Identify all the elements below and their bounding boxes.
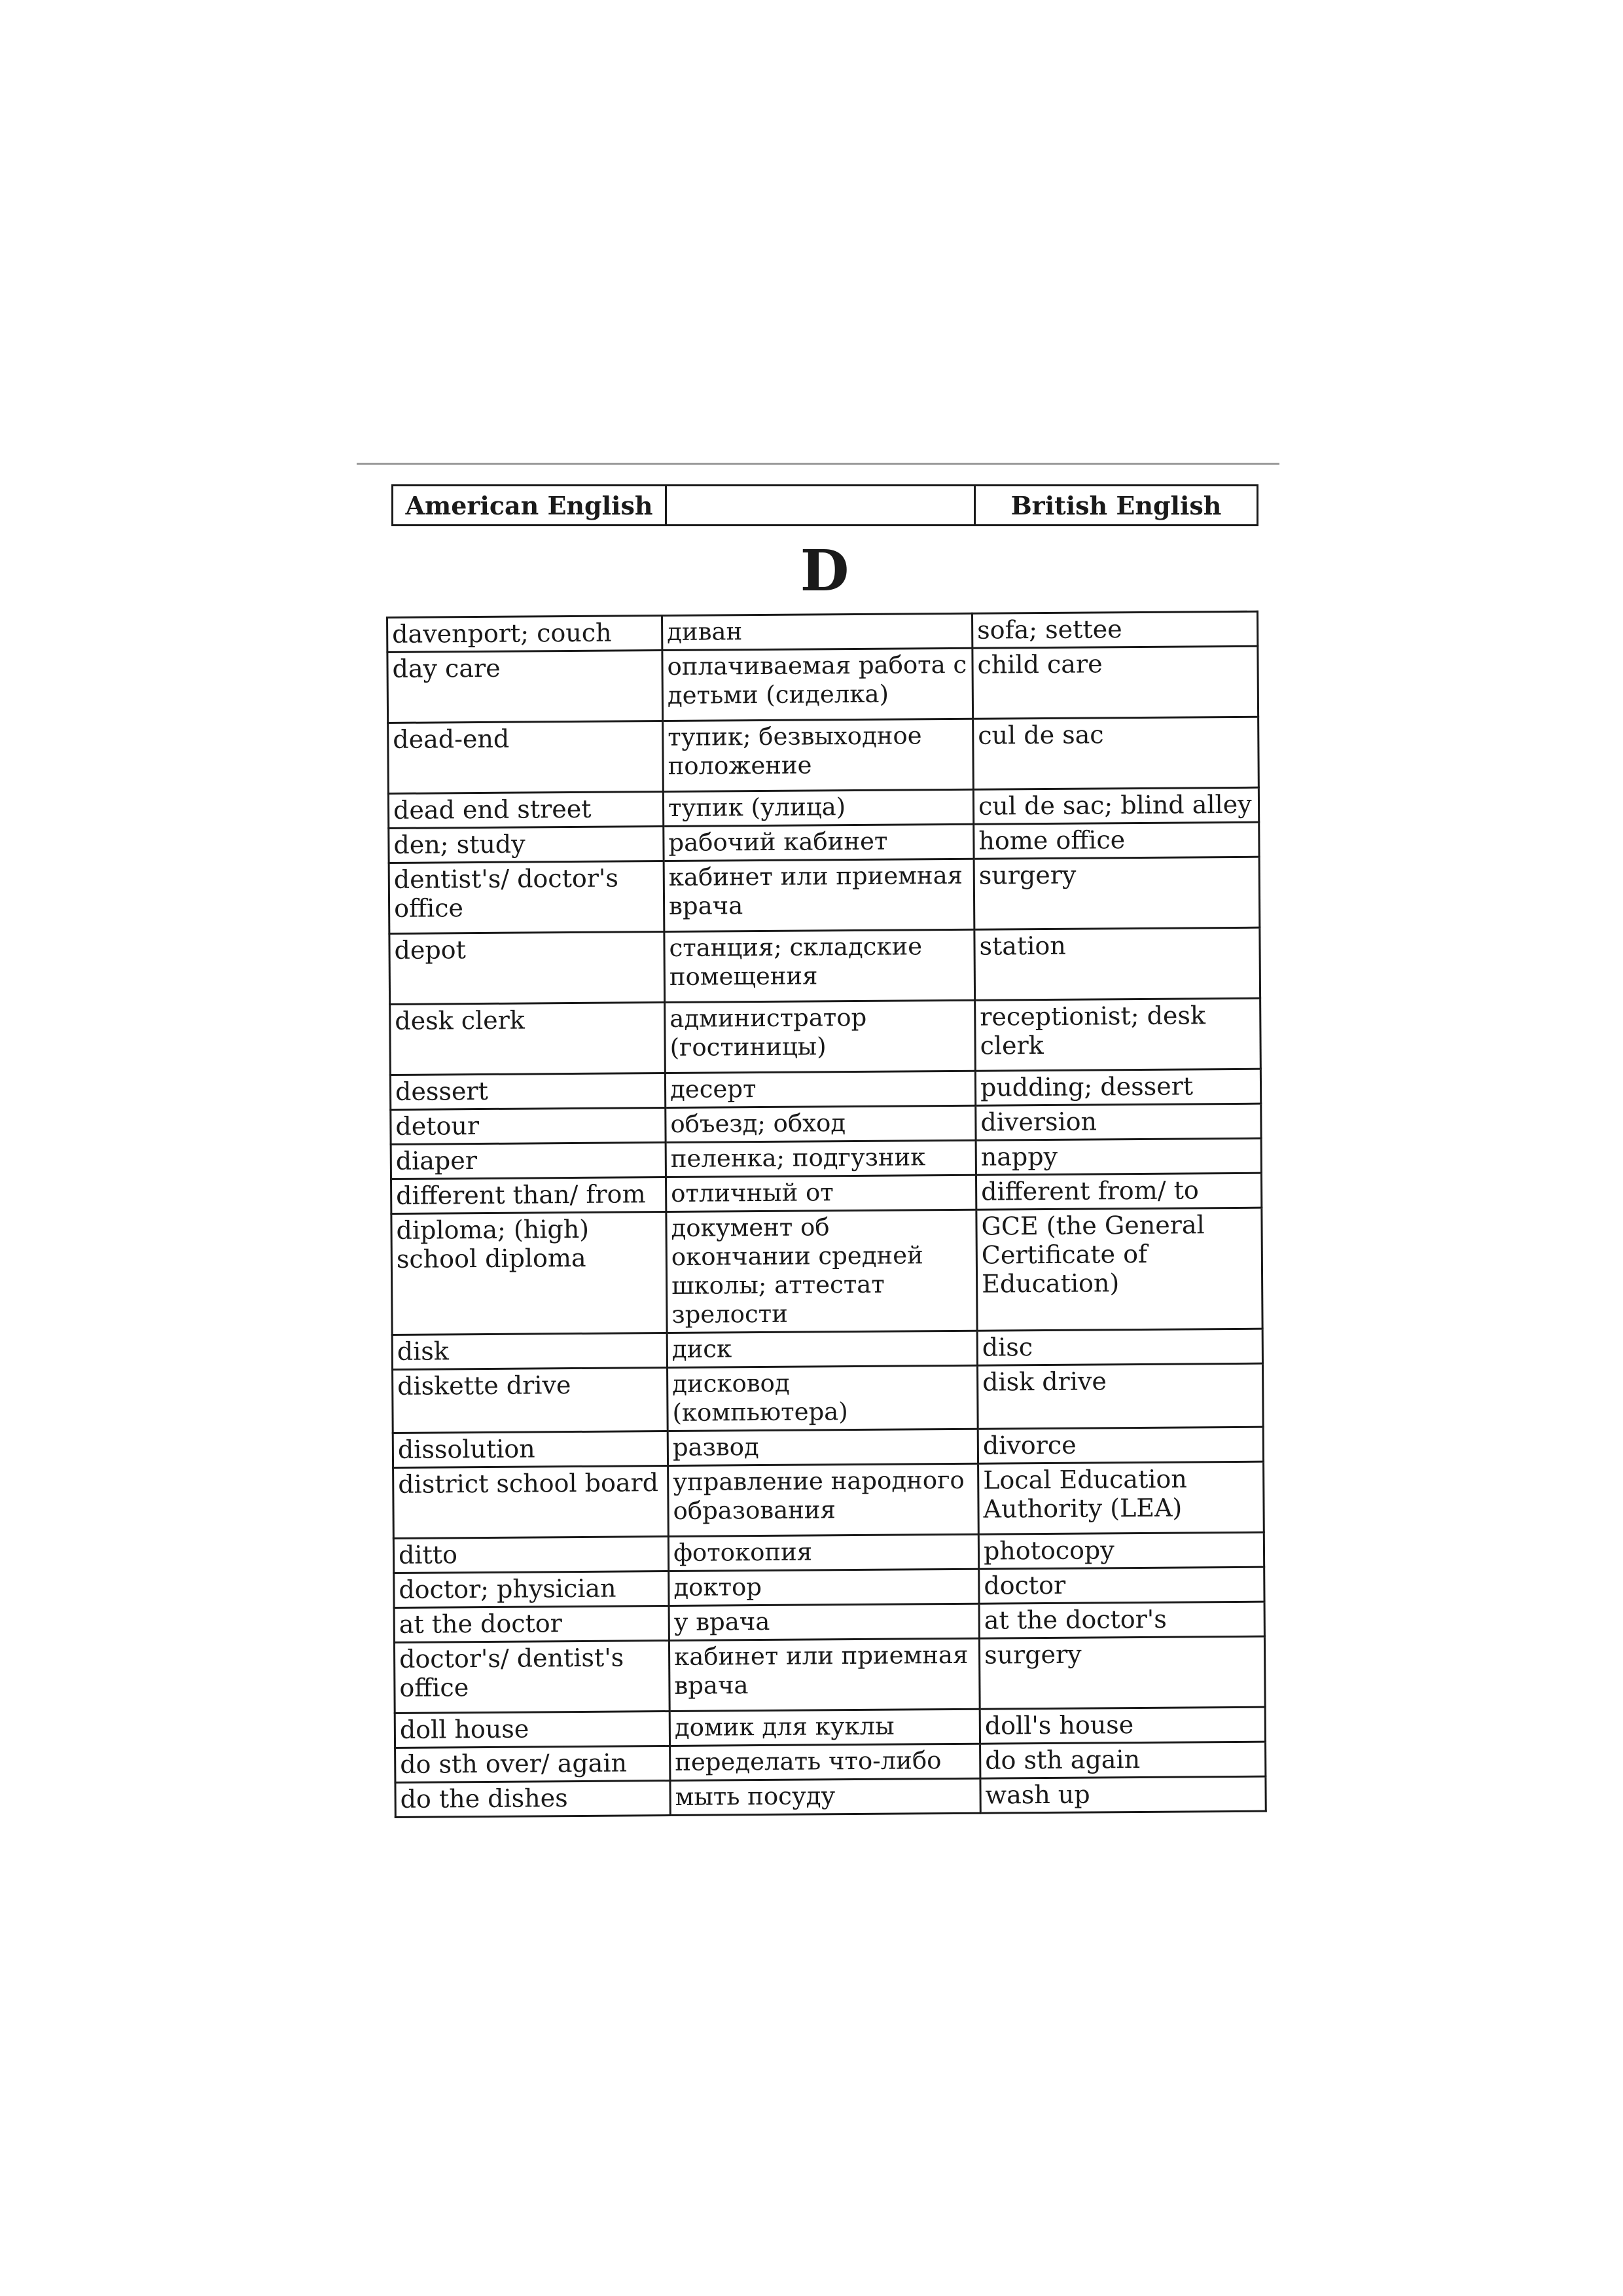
- british-term-cell: do sth again: [980, 1742, 1266, 1778]
- russian-translation-cell: тупик (улица): [663, 789, 973, 826]
- american-term-cell: dentist's/ doctor's office: [389, 861, 664, 934]
- british-term-cell: cul de sac: [973, 717, 1259, 789]
- american-term-cell: ditto: [393, 1537, 668, 1573]
- british-term-cell: different from/ to: [976, 1173, 1261, 1210]
- american-term-cell: dessert: [390, 1073, 665, 1110]
- american-term-cell: dead end street: [388, 792, 663, 829]
- british-term-cell: GCE (the General Certificate of Education): [976, 1208, 1262, 1331]
- russian-translation-cell: станция; складские помещения: [664, 929, 975, 1002]
- top-rule: [357, 463, 1279, 465]
- table-row: [393, 1532, 1264, 1573]
- american-term-cell: desk clerk: [390, 1003, 666, 1075]
- russian-translation-cell: тупик; безвыходное положение: [663, 719, 974, 791]
- american-term-cell: detour: [391, 1108, 666, 1145]
- russian-translation-cell: кабинет или приемная врача: [664, 859, 974, 931]
- russian-translation-cell: документ об окончании средней школы; аттестат зрелости: [666, 1210, 977, 1333]
- american-term-cell: diskette drive: [393, 1368, 668, 1433]
- american-term-cell: different than/ from: [391, 1177, 666, 1214]
- table-row: [391, 1138, 1261, 1179]
- russian-translation-cell: развод: [668, 1429, 978, 1465]
- british-term-cell: divorce: [978, 1427, 1263, 1463]
- british-term-cell: pudding; dessert: [975, 1069, 1260, 1105]
- table-row: [395, 1707, 1265, 1748]
- table-row: [393, 1363, 1264, 1433]
- american-term-cell: dissolution: [393, 1431, 668, 1468]
- american-term-cell: at the doctor: [394, 1606, 669, 1643]
- british-term-cell: surgery: [979, 1636, 1265, 1709]
- british-term-cell: at the doctor's: [979, 1602, 1264, 1638]
- table-row: [390, 1069, 1260, 1109]
- table-row: [391, 1173, 1262, 1213]
- russian-translation-cell: десерт: [665, 1071, 975, 1107]
- table-row: [387, 646, 1258, 723]
- vocabulary-table: [386, 611, 1267, 1818]
- table-row: [390, 998, 1261, 1075]
- american-term-cell: do the dishes: [395, 1781, 670, 1818]
- russian-translation-cell: управление народного образования: [668, 1463, 979, 1536]
- russian-translation-cell: переделать что-либо: [670, 1744, 980, 1780]
- table-row: [393, 1427, 1263, 1467]
- table-row: [394, 1636, 1265, 1713]
- table-row: [388, 787, 1258, 828]
- british-term-cell: Local Education Authority (LEA): [978, 1462, 1264, 1534]
- british-term-cell: disk drive: [978, 1363, 1264, 1429]
- american-term-cell: davenport; couch: [387, 616, 662, 653]
- russian-translation-cell: рабочий кабинет: [664, 824, 974, 861]
- russian-translation-cell: объезд; обход: [666, 1105, 976, 1142]
- american-term-cell: dead-end: [388, 721, 664, 794]
- british-term-cell: child care: [972, 646, 1258, 719]
- american-term-cell: district school board: [393, 1466, 669, 1539]
- american-term-cell: day care: [387, 651, 663, 723]
- russian-translation-cell: мыть посуду: [670, 1778, 980, 1815]
- russian-translation-cell: администратор (гостиницы): [665, 1000, 976, 1073]
- american-term-cell: diaper: [391, 1143, 666, 1179]
- section-letter: D: [800, 538, 849, 604]
- american-english-header: American English: [393, 486, 666, 526]
- british-term-cell: surgery: [974, 857, 1260, 929]
- table-row: [395, 1776, 1266, 1817]
- russian-translation-cell: диск: [667, 1331, 977, 1367]
- american-term-cell: doctor; physician: [394, 1571, 669, 1608]
- table-row: [392, 1329, 1262, 1369]
- russian-translation-cell: кабинет или приемная врача: [669, 1638, 980, 1711]
- american-term-cell: depot: [389, 932, 665, 1005]
- british-term-cell: doctor: [979, 1567, 1264, 1604]
- russian-translation-cell: пеленка; подгузник: [666, 1140, 976, 1177]
- british-term-cell: wash up: [980, 1776, 1266, 1813]
- column-header-row: [393, 486, 1258, 526]
- table-row: [393, 1462, 1264, 1538]
- russian-translation-cell: у врача: [669, 1604, 979, 1640]
- american-term-cell: doll house: [395, 1712, 669, 1748]
- british-term-cell: nappy: [976, 1138, 1261, 1175]
- american-term-cell: den; study: [389, 827, 664, 863]
- american-term-cell: do sth over/ again: [395, 1746, 670, 1783]
- table-row: [394, 1602, 1264, 1642]
- table-row: [389, 822, 1259, 863]
- russian-translation-cell: отличный от: [666, 1175, 976, 1211]
- column-header-table: [391, 484, 1258, 526]
- russian-translation-cell: фотокопия: [668, 1534, 978, 1571]
- british-term-cell: cul de sac; blind alley: [973, 787, 1258, 824]
- table-row: [391, 1103, 1261, 1144]
- british-term-cell: doll's house: [980, 1707, 1265, 1744]
- british-english-header: British English: [975, 486, 1258, 526]
- russian-translation-cell: дисковод (компьютера): [668, 1365, 978, 1431]
- american-term-cell: diploma; (high) school diploma: [391, 1212, 667, 1335]
- british-term-cell: home office: [974, 822, 1259, 859]
- british-term-cell: sofa; settee: [972, 611, 1257, 648]
- table-row: [391, 1208, 1262, 1335]
- table-row: [387, 611, 1258, 652]
- table-row: [395, 1742, 1266, 1782]
- table-row: [389, 927, 1260, 1004]
- translation-header: [666, 486, 975, 526]
- british-term-cell: diversion: [976, 1103, 1261, 1140]
- british-term-cell: disc: [977, 1329, 1262, 1365]
- russian-translation-cell: оплачиваемая работа с детьми (сиделка): [662, 648, 973, 721]
- table-row: [389, 857, 1260, 933]
- british-term-cell: receptionist; desk clerk: [975, 998, 1261, 1071]
- table-row: [388, 717, 1259, 793]
- american-term-cell: disk: [392, 1333, 667, 1370]
- british-term-cell: photocopy: [978, 1532, 1264, 1569]
- table-row: [394, 1567, 1264, 1607]
- russian-translation-cell: диван: [662, 613, 972, 650]
- british-term-cell: station: [974, 927, 1260, 1000]
- russian-translation-cell: домик для куклы: [669, 1709, 980, 1746]
- vocabulary-table-body: [387, 611, 1266, 1817]
- russian-translation-cell: доктор: [669, 1569, 979, 1605]
- american-term-cell: doctor's/ dentist's office: [394, 1641, 669, 1713]
